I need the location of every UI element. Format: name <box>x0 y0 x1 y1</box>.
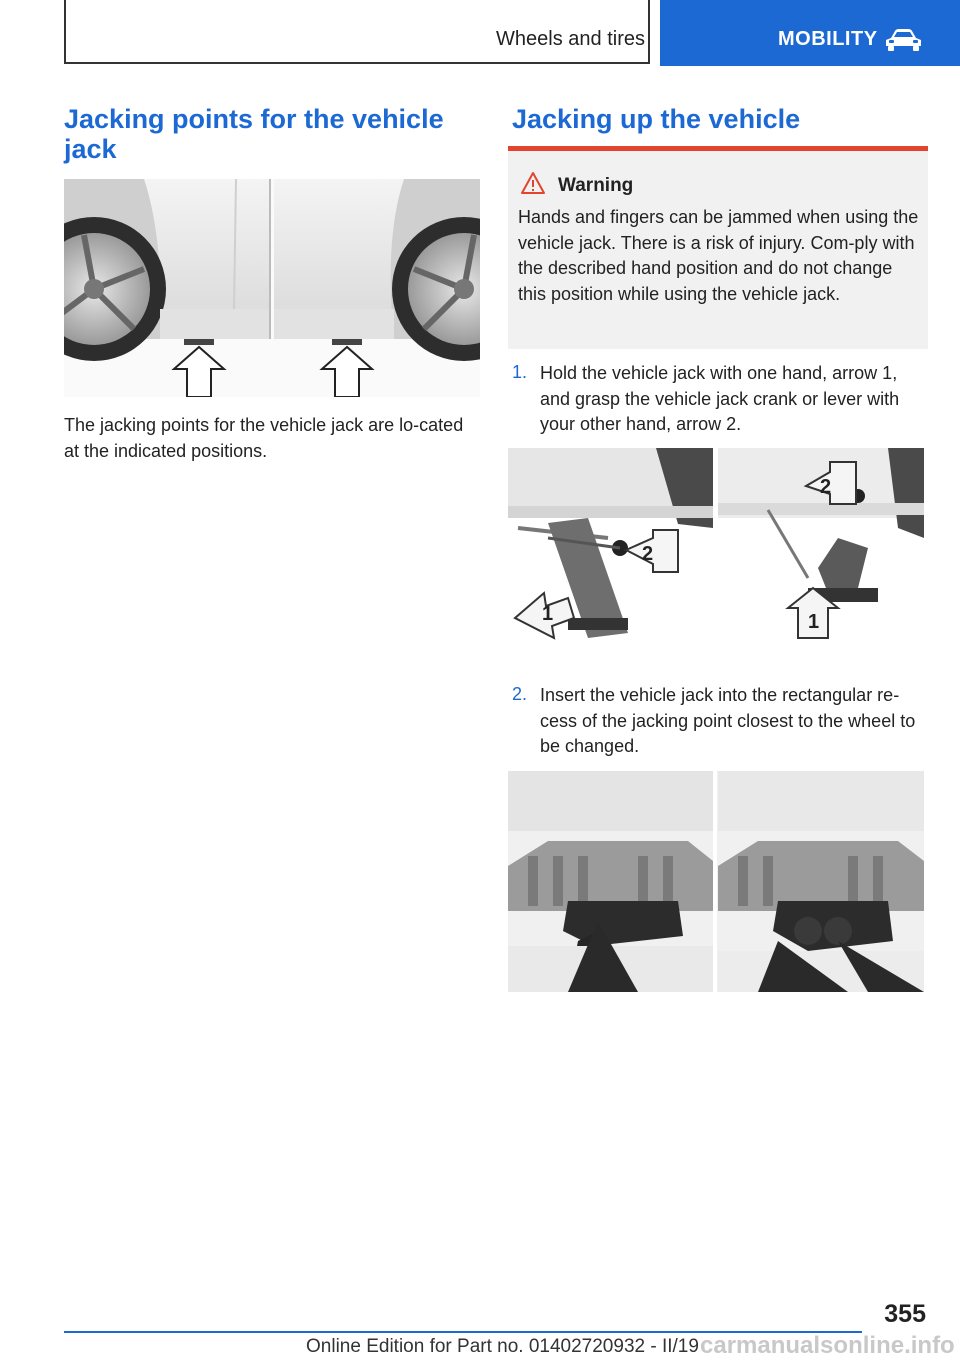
section-heading-jacking-up: Jacking up the vehicle <box>512 104 801 134</box>
arrow-1-label: 1 <box>542 603 554 625</box>
section-title: Wheels and tires <box>496 28 645 50</box>
jacking-points-image <box>64 179 480 397</box>
arrow-2-label: 2 <box>642 543 654 565</box>
step-text: Insert the vehicle jack into the rectangular re-cess of the jacking point closest to the wheel to be changed. <box>540 685 916 756</box>
warning-box <box>508 146 928 349</box>
page-number: 355 <box>884 1300 926 1328</box>
warning-text: Hands and fingers can be jammed when using the vehicle jack. There is a risk of injury. Com-ply with the described hand position and do not change this position while using the vehicle jack. <box>518 207 919 304</box>
warning-triangle-icon <box>520 171 546 195</box>
step-text: Hold the vehicle jack with one hand, arrow 1, and grasp the vehicle jack crank or lever with your other hand, arrow 2. <box>540 363 900 434</box>
step-number: 2. <box>512 684 528 704</box>
chapter-tab-label: MOBILITY <box>778 28 878 50</box>
step-number: 1. <box>512 362 528 382</box>
arrow-1-label: 1 <box>808 611 820 633</box>
footer-edition-text: Online Edition for Part no. 01402720932 - II/19 <box>306 1336 699 1357</box>
jack-hand-position-image <box>508 448 924 640</box>
watermark: carmanualsonline.info <box>700 1332 955 1359</box>
arrow-2-label: 2 <box>820 476 832 498</box>
section-heading-jacking-points: Jacking points for the vehicle jack <box>64 104 444 164</box>
chapter-tab[interactable] <box>660 0 960 66</box>
warning-title: Warning <box>558 175 634 196</box>
car-icon <box>882 26 924 54</box>
jacking-points-description: The jacking points for the vehicle jack are lo-cated at the indicated positions. <box>64 415 464 461</box>
jack-recess-image <box>508 771 924 992</box>
